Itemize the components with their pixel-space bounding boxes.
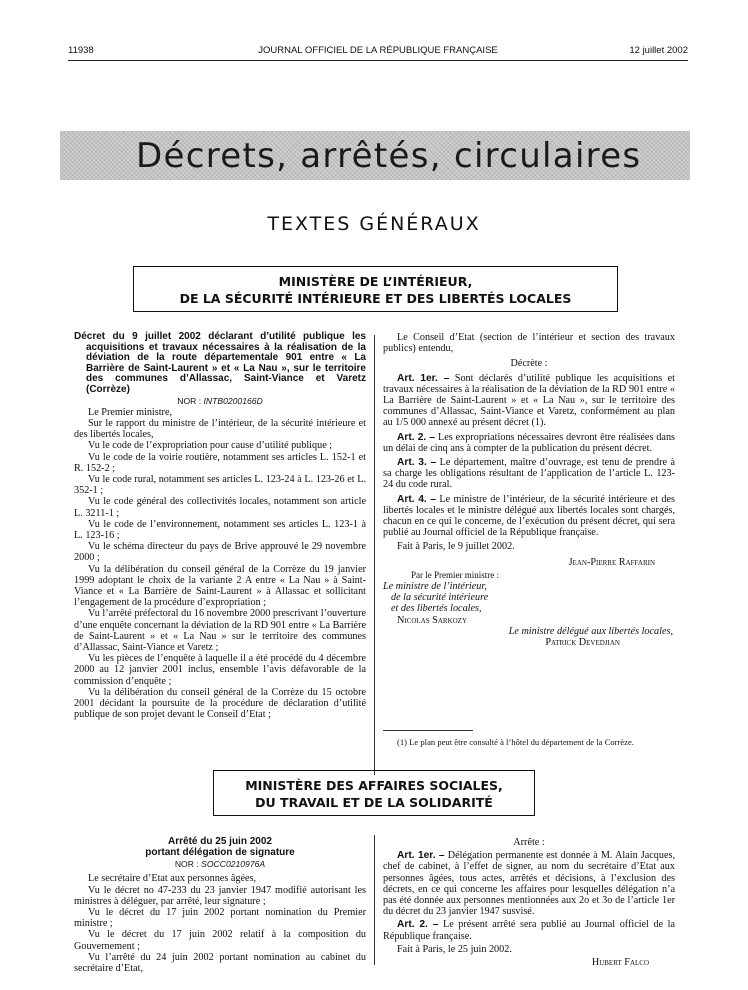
article-text: Les expropriations nécessaires devront être réalisées dans un délai de cinq ans à compter de la publication du présent décret. <box>383 431 676 454</box>
visa-paragraph: Vu l’arrêté préfectoral du 16 novembre 2000 prescrivant l’ouverture d’une enquête concernant la déviation de la RD 901 entre « La Barrière de Saint-Laurent » et « La Nau » sur le territoire des communes d’Allassac, Saint-Viance et Varetz ; <box>74 608 366 654</box>
article-4 <box>383 494 675 539</box>
article-number: Art. 4. – <box>397 493 437 505</box>
article-number: Art. 2. – <box>397 431 436 443</box>
visa-paragraph: Vu le décret du 17 juin 2002 portant nomination du Premier ministre ; <box>74 907 366 930</box>
role-interior-2: de la sécurité intérieure <box>391 592 489 604</box>
role-interior-1: Le ministre de l’intérieur, <box>383 581 487 593</box>
issue-date: 12 juillet 2002 <box>629 45 688 56</box>
role-interior-3: et des libertés locales, <box>391 603 482 615</box>
nor-code: INTB0200166D <box>203 395 263 406</box>
visa-paragraph: Le Premier ministre, <box>88 406 173 418</box>
ministry-box-social <box>213 770 535 816</box>
par-premier-ministre: Par le Premier ministre : <box>411 569 499 580</box>
arrete-subtitle: portant délégation de signature <box>145 846 295 858</box>
visa-paragraph: Vu les pièces de l’enquête à laquelle il a été procédé du 4 décembre 2000 au 12 janvier 2001 inclus, ensemble l’avis défavorable de la commission d’enquête ; <box>74 653 366 687</box>
visa-paragraph: Le secrétaire d’Etat aux personnes âgées, <box>88 873 257 885</box>
article-number: Art. 1er. – <box>397 372 450 384</box>
article-number: Art. 2. – <box>397 919 439 931</box>
article-text: Le présent arrêté sera publié au Journal officiel de la République française. <box>383 919 676 942</box>
visa-paragraph: Vu la délibération du conseil général de la Corrèze du 19 janvier 1999 adoptant le choix de la variante 2 A entre « La Nau » à Saint-Viance et « La Barrière de Saint-Laurent » à Allassac et sollicitant l’engagement de la procédure d’expropriation ; <box>74 563 366 609</box>
article-2 <box>383 919 675 941</box>
article-text: Sont déclarés d’utilité publique les acquisitions et travaux nécessaires à la réalisation de la déviation de la RD 901 entre « La Barrière de Saint-Laurent » et « La Nau », sur le territoire des communes d’Allassac, Saint-Viance et Varetz, conformément au plan au 1/5 000 annexé au présent décret (1). <box>383 372 675 429</box>
ministry-line-2: DE LA SÉCURITÉ INTÉRIEURE ET DES LIBERTÉS LOCALES <box>179 291 572 306</box>
column-divider <box>374 835 375 965</box>
role-delegate: Le ministre délégué aux libertés locales, <box>508 625 673 637</box>
nor-label: NOR : <box>177 395 202 406</box>
nor-reference <box>74 396 366 407</box>
article-1 <box>383 373 675 429</box>
article-text: Le ministre de l’intérieur, de la sécurité intérieure et des libertés locales et le ministre délégué aux libertés locales sont chargés, chacun en ce qui le concerne, de l’exécution du présent décret, qui sera publié au Journal officiel de la République française. <box>383 493 675 539</box>
signer-prime-minister: Jean-Pierre Raffarin <box>568 556 655 568</box>
nor-code: SOCC0210976A <box>201 859 266 870</box>
signer-interior: Nicolas Sarkozy <box>397 614 468 626</box>
visa-paragraph: Sur le rapport du ministre de l’intérieur, de la sécurité intérieure et des libertés locales, <box>74 417 366 441</box>
visa-paragraph: Vu le code de la voirie routière, notamment ses articles L. 152-1 et R. 152-2 ; <box>74 451 366 474</box>
article-1 <box>383 850 675 917</box>
ministry-line-2: DU TRAVAIL ET DE LA SOLIDARITÉ <box>255 795 493 810</box>
conseil-paragraph: Le Conseil d’Etat (section de l’intérieur et section des travaux publics) entendu, <box>383 332 675 355</box>
page-number: 11938 <box>68 45 94 56</box>
visa-paragraph: Vu le code général des collectivités locales, notamment son article L. 3211-1 ; <box>74 496 366 519</box>
nor-reference <box>74 859 366 870</box>
arrete-left-column <box>74 837 366 974</box>
arrete-title: Arrêté du 25 juin 2002 <box>168 836 272 847</box>
visa-paragraph: Vu le schéma directeur du pays de Brive approuvé le 29 novembre 2000 ; <box>74 541 366 564</box>
visa-paragraph: Vu le code de l’environnement, notamment ses articles L. 123-1 à L. 123-16 ; <box>74 518 366 541</box>
banner-title: Décrets, arrêtés, circulaires <box>136 136 642 176</box>
ministry-line-1: MINISTÈRE DES AFFAIRES SOCIALES, <box>245 778 503 793</box>
decrete-heading: Décrète : <box>510 358 548 370</box>
visa-paragraph: Vu la délibération du conseil général de la Corrèze du 15 octobre 2001 décidant la poursuite de la procédure de déclaration d’utilité publique de son projet devant le Conseil d’Etat ; <box>74 686 366 721</box>
signer-secretary: Hubert Falco <box>591 957 649 969</box>
fait-line: Fait à Paris, le 9 juillet 2002. <box>397 541 515 553</box>
visa-paragraph: Vu le décret du 17 juin 2002 relatif à la composition du Gouvernement ; <box>74 929 366 952</box>
footnote-rule <box>383 730 473 731</box>
visa-paragraph: Vu le code de l’expropriation pour cause d’utilité publique ; <box>88 440 333 452</box>
section-heading: TEXTES GÉNÉRAUX <box>267 213 481 235</box>
article-number: Art. 1er. – <box>397 850 445 862</box>
decree-right-column <box>383 332 675 648</box>
visa-paragraph: Vu le code rural, notamment ses articles L. 123-24 à L. 123-26 et L. 352-1 ; <box>74 473 366 497</box>
signer-delegate: Patrick Devedjian <box>545 637 620 649</box>
visa-paragraph: Vu l’arrêté du 24 juin 2002 portant nomination au cabinet du secrétaire d’Etat, <box>74 951 366 975</box>
article-2 <box>383 432 675 454</box>
arrete-right-column <box>383 837 675 968</box>
article-number: Art. 3. – <box>397 457 437 469</box>
decree-left-column <box>74 332 366 720</box>
footnote-text: (1) Le plan peut être consulté à l’hôtel du département de la Corrèze. <box>397 737 634 747</box>
ministry-line-1: MINISTÈRE DE L’INTÉRIEUR, <box>278 274 473 289</box>
article-text: Le département, maître d’ouvrage, est tenu de prendre à sa charge les obligations résultant de l’application de l’article L. 123-24 du code rural. <box>383 457 675 491</box>
journal-title: JOURNAL OFFICIEL DE LA RÉPUBLIQUE FRANÇAISE <box>258 45 498 56</box>
nor-label: NOR : <box>174 859 199 870</box>
running-header <box>68 45 688 61</box>
article-text: Délégation permanente est donnée à M. Alain Jacques, chef de cabinet, à l’effet de signer, au nom du secrétaire d’Etat aux personnes âgées, tous actes, arrêtés et décisions, à l’exclusion des décrets, en ce qui concerne les affaires pour lesquelles délégation n’a pas été donnée aux personnes mentionnées aux 2o et 3o de l’article 1er du décret du 23 janvier 1947 susvisé. <box>383 850 676 918</box>
footnote <box>383 737 675 747</box>
ministry-box-interior <box>133 266 618 312</box>
article-3 <box>383 457 675 491</box>
fait-line: Fait à Paris, le 25 juin 2002. <box>397 943 512 955</box>
column-divider <box>374 335 375 775</box>
header-rule <box>68 60 688 61</box>
section-banner <box>60 131 690 180</box>
arrete-heading: Arrête : <box>513 837 545 848</box>
visa-paragraph: Vu le décret no 47-233 du 23 janvier 1947 modifié autorisant les ministres à déléguer, par arrêté, leur signature ; <box>74 884 366 907</box>
decree-title: Décret du 9 juillet 2002 déclarant d’utilité publique les acquisitions et travaux nécessaires à la réalisation de la déviation de la route départementale 901 entre « La Barrière de Saint-Laurent » et « La Nau », sur le territoire des communes d’Allassac, Saint-Viance et Varetz (Corrèze) <box>74 331 366 395</box>
